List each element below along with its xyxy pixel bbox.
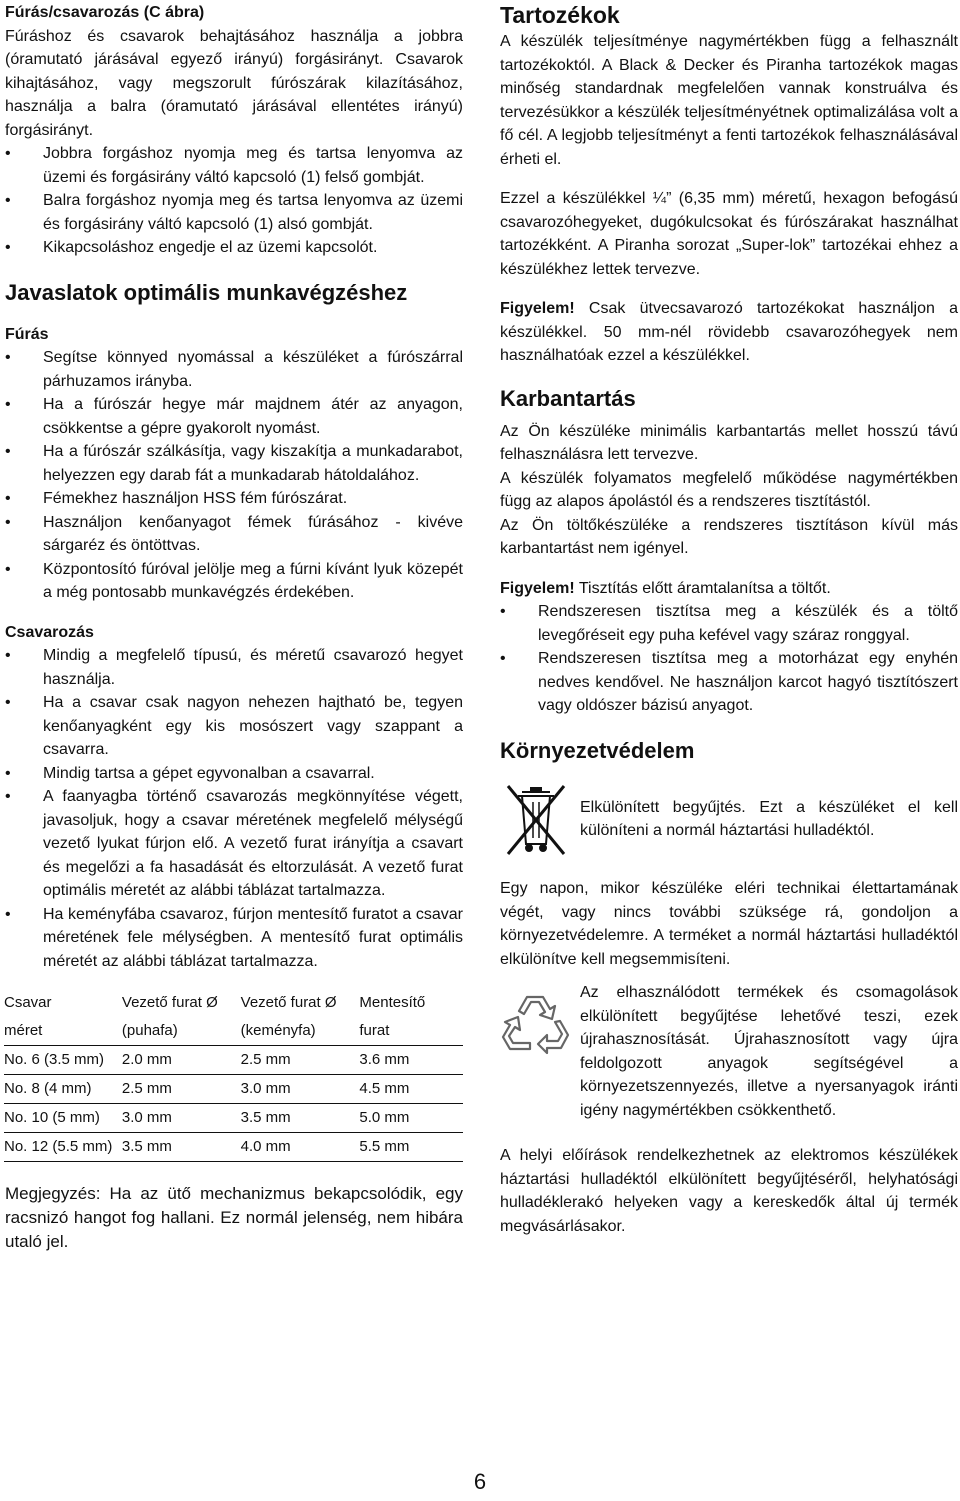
table-cell: 3.5 mm [122,1133,241,1162]
list-item: • Mindig tartsa a gépet egyvonalban a csavarral. [5,762,463,786]
warning-text: Csak ütvecsavarozó tartozékokat használjon a készülékkel. 50 mm-nél rövidebb csavarozóhegyek nem használhatóak ezzel a készülékkel. [500,300,958,364]
table-header-cell: Vezető furat Ø [240,994,337,1012]
environment-paragraph: A helyi előírások rendelkezhetnek az elektromos készülékek háztartási hulladéktól elkülönített begyűjtéséről, helyhatósági hulladéklerakó helyeken vagy a kereskedők által új termék megvásárlásakor. [500,1147,958,1235]
warning-label: Figyelem! [500,300,575,317]
list-item: • Ha a fúrószár szálkásítja, vagy kiszakítja a munkadarabot, helyezzen egy darab fát a munkadarab hátoldalához. [5,440,463,487]
maintenance-warning [500,577,958,601]
table-cell: 3.0 mm [122,1104,241,1133]
weee-block [500,778,958,868]
maintenance-paragraph: Az Ön töltőkészüléke a rendszeres tisztításon kívül más karbantartást nem igényel. [500,516,958,557]
screwing-title: Csavarozás [5,623,94,641]
note-paragraph: Megjegyzés: Ha az ütő mechanizmus bekapcsolódik, egy racsnizó hangot fog hallani. Ez normál jelenség, nem hibára utaló jel. [5,1184,463,1251]
list-item: • A faanyagba történő csavarozás megkönnyítése végett, javasoljuk, hogy a csavar méretének megfelelő mélységű vezető lyukat fúrjon elő. A vezető furat irányítja a csavart és megelőzi a fa hasadását és eltorzulását. A vezető furat optimális méretét az alábbi táblázat tartalmazza. [5,785,463,903]
table-header-cell: (keményfa) [241,1017,360,1046]
table-cell: 3.0 mm [241,1075,360,1104]
table-row [4,1133,463,1162]
list-item: • Rendszeresen tisztítsa meg a készülék és a töltő levegőréseit egy puha kefével vagy száraz ronggyal. [500,600,958,647]
table-cell: 3.5 mm [241,1104,360,1133]
environment-title: Környezetvédelem [500,737,695,763]
recycle-icon [500,991,580,1065]
maintenance-title: Karbantartás [500,385,636,411]
accessories-title: Tartozékok [500,2,620,28]
maintenance-bullets [500,600,958,718]
warning-label: Figyelem! [500,579,575,597]
table-header-cell: Mentesítő [359,994,426,1012]
recycle-block [500,981,958,1122]
table-row [4,1046,463,1075]
list-item: • Jobbra forgáshoz nyomja meg és tartsa lenyomva az üzemi és forgásirány váltó kapcsoló (1) felső gombját. [5,142,463,189]
screwing-bullets [5,644,463,973]
accessories-paragraph: Ezzel a készülékkel ¼” (6,35 mm) méretű, hexagon befogású csavarozóhegyeket, dugókulcsokat és fúrószárakat használhat tartozékként. A Piranha sorozat „Super-lok” tartozékai ehhez a készülékhez lettek tervezve. [500,190,958,278]
list-item: • Segítse könnyed nyomással a készüléket a fúrószárral párhuzamos irányba. [5,346,463,393]
table-cell: 4.5 mm [359,1075,463,1104]
accessories-paragraph: A készülék teljesítménye nagymértékben függ a felhasznált tartozékoktól. A Black & Decker és Piranha tartozékok magas minőség standardnak megfelelően vannak konstruálva és tervezésükkor a készülék teljesítményétnek optimalizálása volt a fő cél. A legjobb teljesítményt a fenti tartozékok felhasználásával érheti el. [500,33,958,168]
list-item: • Kikapcsoláshoz engedje el az üzemi kapcsolót. [5,236,463,260]
list-item: • Balra forgáshoz nyomja meg és tartsa lenyomva az üzemi és forgásirány váltó kapcsoló (1) alsó gombját. [5,189,463,236]
pilot-hole-table [4,989,463,1162]
right-column [500,0,958,1238]
table-cell: 5.0 mm [359,1104,463,1133]
table-cell: No. 8 (4 mm) [4,1075,122,1104]
table-header-row [4,989,463,1017]
table-cell: No. 6 (3.5 mm) [4,1046,122,1075]
environment-paragraph: Egy napon, mikor készüléke eléri technikai élettartamának végét, vagy nincs további szüksége rá, gondoljon a környezetvédelemre. A terméket a normál háztartási hulladéktól elkülönítve kell megsemmisíteni. [500,880,958,968]
table-header-cell: (puhafa) [122,1017,241,1046]
list-item: • Használjon kenőanyagot fémek fúrásához - kivéve sárgaréz és öntöttvas. [5,511,463,558]
table-header-cell: méret [4,1017,122,1046]
drilling-title: Fúrás [5,325,49,343]
table-row [4,1104,463,1133]
table-cell: 5.5 mm [359,1133,463,1162]
list-item: • Ha a fúrószár hegye már majdnem átér az anyagon, csökkentse a gépre gyakorolt nyomást. [5,393,463,440]
table-header-cell: Csavar [4,994,52,1012]
page-number: 6 [473,1469,487,1494]
table-cell: 2.5 mm [241,1046,360,1075]
left-column [5,0,463,1254]
table-cell: 3.6 mm [359,1046,463,1075]
drill-intro: Fúráshoz és csavarok behajtásához használja a jobbra (óramutató járásával egyező irányú) forgásirányt. Csavarok kihajtásához, vagy megszorult fúrószárak kilazításához, használja a balra (óramutató járásával ellentétes irányú) forgásirányt. [5,27,463,139]
list-item: • Ha a csavar csak nagyon nehezen hajtható be, tegyen kenőanyagként egy kis mosószert vagy szappant a csavarra. [5,691,463,762]
table-header-cell: Vezető furat Ø [121,994,218,1012]
list-item: • Ha keményfába csavaroz, fúrjon mentesítő furatot a csavar méretének fele mélységben. A mentesítő furat optimális méretét az alábbi táblázat tartalmazza. [5,903,463,974]
table-cell: 2.5 mm [122,1075,241,1104]
weee-text: Elkülönített begyűjtés. Ezt a készüléket el kell különíteni a normál háztartási hulladéktól. [580,798,958,839]
accessories-warning [500,297,958,368]
table-cell: 4.0 mm [241,1133,360,1162]
recycle-text: Az elhasználódott termékek és csomagolások elkülönített begyűjtése lehetővé teszi, ezek újrahasznosítását. Újrahasznosított vagy újra feldolgozott anyagok segítségével a környezetszennyezés, illetve a nyersanyagok iránti igény nagymértékben csökkenthető. [580,984,958,1119]
drilling-bullets [5,346,463,605]
table-header-cell: furat [359,1017,463,1046]
table-cell: 2.0 mm [122,1046,241,1075]
crossed-bin-icon [500,778,580,868]
table-cell: No. 10 (5 mm) [4,1104,122,1133]
drill-section-title: Fúrás/csavarozás (C ábra) [5,4,205,21]
warning-text: Tisztítás előtt áramtalanítsa a töltőt. [574,579,831,597]
table-header-row [4,1017,463,1046]
list-item: • Központosító fúróval jelölje meg a fúrni kívánt lyuk közepét a még pontosabb munkavégzés érdekében. [5,558,463,605]
tips-title: Javaslatok optimális munkavégzéshez [5,279,408,305]
table-row [4,1075,463,1104]
table-cell: No. 12 (5.5 mm) [4,1133,122,1162]
maintenance-paragraph: A készülék folyamatos megfelelő működése nagymértékben függ az alapos ápolástól és a rendszeres tisztítástól. [500,469,958,510]
list-item: • Rendszeresen tisztítsa meg a motorházat egy enyhén nedves kendővel. Ne használjon karcot hagyó tisztítószert vagy oldószer bázisú anyagot. [500,647,958,718]
list-item: • Mindig a megfelelő típusú, és méretű csavarozó hegyet használja. [5,644,463,691]
drill-bullets [5,142,463,260]
maintenance-paragraph: Az Ön készüléke minimális karbantartás mellet hosszú távú felhasználásra lett tervezve. [500,422,958,463]
list-item: • Fémekhez használjon HSS fém fúrószárat. [5,487,463,511]
